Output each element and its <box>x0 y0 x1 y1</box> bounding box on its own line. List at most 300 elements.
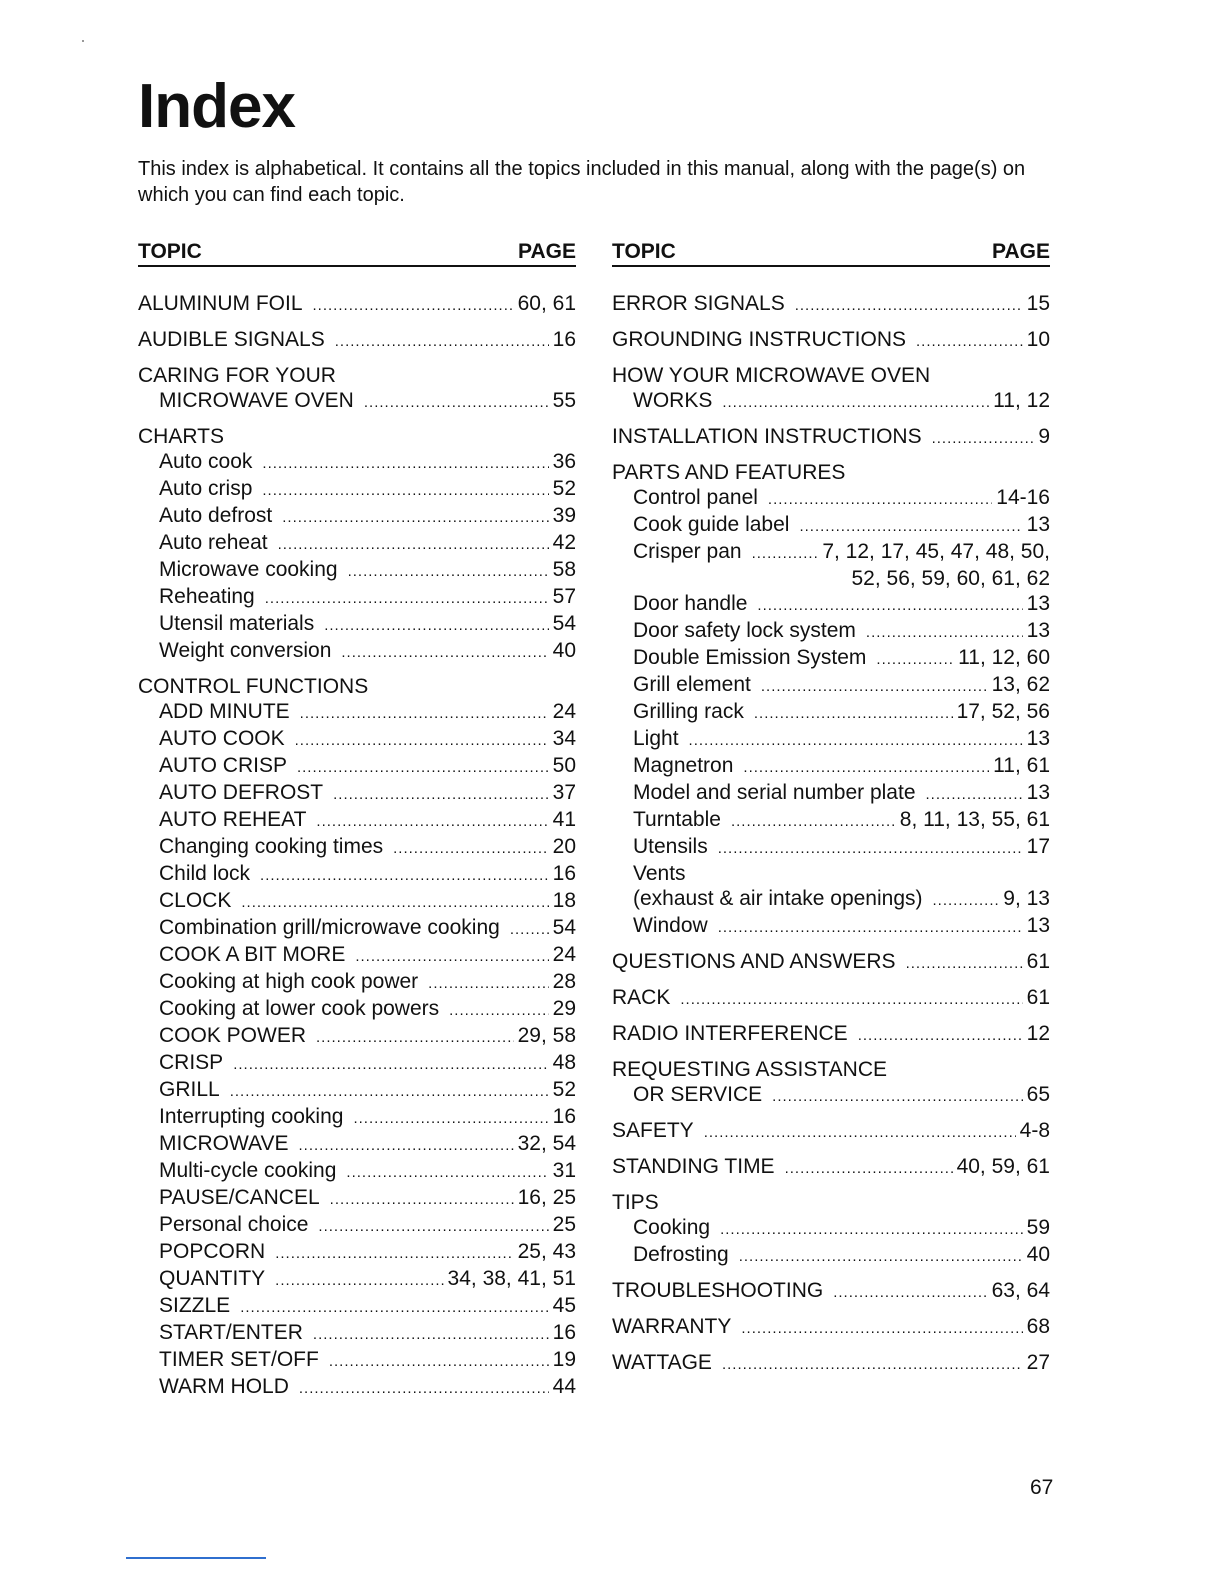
page-ref: 48 <box>552 1051 576 1074</box>
dot-leader <box>299 1133 514 1158</box>
index-row <box>612 1154 1050 1181</box>
dot-leader <box>233 1052 548 1077</box>
page-ref: 54 <box>552 916 576 939</box>
index-entry <box>612 1118 1050 1145</box>
index-subentry <box>138 699 576 726</box>
page-ref: 4-8 <box>1019 1119 1050 1142</box>
index-row <box>612 424 1050 451</box>
index-subentry <box>138 584 576 611</box>
topic-text: AUTO CRISP <box>159 754 287 777</box>
topic-text: INSTALLATION INSTRUCTIONS <box>612 425 922 448</box>
dot-leader <box>449 998 549 1023</box>
topic-text: Door handle <box>633 592 748 615</box>
dot-leader <box>799 514 1022 539</box>
index-subentry <box>138 1104 576 1131</box>
topic-text: Personal choice <box>159 1213 309 1236</box>
bottom-rule <box>126 1557 266 1559</box>
dot-leader <box>718 915 1023 940</box>
index-row <box>159 584 576 611</box>
topic-text: Utensil materials <box>159 612 315 635</box>
page-ref: 65 <box>1026 1083 1050 1106</box>
index-subentry <box>138 1077 576 1104</box>
topic-text: Auto cook <box>159 450 253 473</box>
dot-leader <box>275 1241 513 1266</box>
dot-leader <box>341 640 548 665</box>
topic-text: TROUBLESHOOTING <box>612 1279 824 1302</box>
topic-text: Window <box>633 914 708 937</box>
topic-text: Child lock <box>159 862 251 885</box>
dot-leader <box>510 917 549 942</box>
topic-heading: TOPIC <box>138 240 202 263</box>
page-ref: 9, 13 <box>1003 887 1050 910</box>
topic-text: CRISP <box>159 1051 224 1074</box>
index-subentry <box>138 1239 576 1266</box>
dot-leader <box>262 451 548 476</box>
topic-text: OR SERVICE <box>633 1083 763 1106</box>
topic-text: Multi-cycle cooking <box>159 1159 337 1182</box>
page-ref: 8, 11, 13, 55, 61 <box>899 808 1050 831</box>
index-subentry <box>612 485 1050 512</box>
page-heading: PAGE <box>518 240 576 263</box>
dot-leader <box>329 1349 549 1374</box>
index-subentry <box>612 913 1050 940</box>
topic-text: Cooking at high cook power <box>159 970 419 993</box>
index-subentry <box>138 969 576 996</box>
topic-text: CHARTS <box>138 425 224 448</box>
dot-leader <box>743 755 989 780</box>
index-entries-right <box>612 291 1050 1377</box>
topic-text: Door safety lock system <box>633 619 856 642</box>
index-subentry <box>612 780 1050 807</box>
page-ref: 25 <box>552 1213 576 1236</box>
topic-text: GRILL <box>159 1078 220 1101</box>
index-row <box>159 611 576 638</box>
page-ref: 50 <box>552 754 576 777</box>
page-ref: 16 <box>552 1321 576 1344</box>
index-row <box>159 1077 576 1104</box>
index-subentry <box>612 1242 1050 1269</box>
page-ref: 14-16 <box>996 486 1050 509</box>
index-row <box>159 1131 576 1158</box>
dot-leader <box>754 701 953 726</box>
index-row <box>159 888 576 915</box>
topic-text: COOK A BIT MORE <box>159 943 346 966</box>
index-entry <box>612 1057 1050 1109</box>
index-entry <box>138 674 576 1401</box>
page-ref-continued: 52, 56, 59, 60, 61, 62 <box>851 567 1050 590</box>
index-subentry <box>138 503 576 530</box>
page-ref: 13 <box>1026 513 1050 536</box>
topic-text: PARTS AND FEATURES <box>612 461 846 484</box>
index-row <box>633 485 1050 512</box>
index-row <box>612 291 1050 318</box>
topic-text: RACK <box>612 986 671 1009</box>
index-row <box>159 726 576 753</box>
topic-text: Changing cooking times <box>159 835 384 858</box>
index-row <box>159 503 576 530</box>
index-row <box>159 699 576 726</box>
topic-text: CONTROL FUNCTIONS <box>138 675 369 698</box>
dot-leader <box>428 971 548 996</box>
dot-leader <box>916 329 1023 354</box>
index-subentry <box>612 753 1050 780</box>
index-row <box>612 985 1050 1012</box>
index-entry <box>612 949 1050 976</box>
dot-leader <box>278 532 549 557</box>
topic-text: SAFETY <box>612 1119 694 1142</box>
dot-leader <box>933 888 1000 913</box>
topic-text: AUTO COOK <box>159 727 285 750</box>
page-ref: 34 <box>552 727 576 750</box>
dot-leader <box>785 1156 953 1181</box>
topic-text: Model and serial number plate <box>633 781 916 804</box>
index-subentry <box>138 1293 576 1320</box>
index-subentry <box>138 861 576 888</box>
index-subentry <box>138 1374 576 1401</box>
topic-text: Double Emission System <box>633 646 867 669</box>
index-entry <box>612 327 1050 354</box>
index-row <box>159 1320 576 1347</box>
page-heading: PAGE <box>992 240 1050 263</box>
dot-leader <box>689 728 1023 753</box>
index-subentry <box>138 1050 576 1077</box>
topic-text: WARRANTY <box>612 1315 732 1338</box>
topic-text: Cooking <box>633 1216 711 1239</box>
column-header <box>138 240 576 267</box>
index-row <box>159 1023 576 1050</box>
topic-text: Control panel <box>633 486 758 509</box>
index-entry <box>138 424 576 665</box>
index-row <box>159 1266 576 1293</box>
scan-speck <box>82 40 84 42</box>
page-ref: 17 <box>1026 835 1050 858</box>
topic-text: Microwave cooking <box>159 558 338 581</box>
index-row <box>159 1374 576 1401</box>
index-subentry <box>138 476 576 503</box>
index-row <box>159 861 576 888</box>
dot-leader <box>761 674 988 699</box>
index-entry <box>612 1314 1050 1341</box>
dot-leader <box>353 1106 548 1131</box>
page-ref: 37 <box>552 781 576 804</box>
intro-paragraph: This index is alphabetical. It contains all the topics included in this manual, along with the page(s) on which you can find each topic. <box>138 158 1026 206</box>
page-ref: 16 <box>552 1105 576 1128</box>
page-ref: 27 <box>1026 1351 1050 1374</box>
topic-text: Combination grill/microwave cooking <box>159 916 500 939</box>
dot-leader <box>680 987 1022 1012</box>
index-row <box>159 1104 576 1131</box>
index-subentry <box>138 1347 576 1374</box>
dot-leader <box>282 505 548 530</box>
page-ref: 7, 12, 17, 45, 47, 48, 50, <box>822 540 1050 563</box>
topic-text: MICROWAVE <box>159 1132 289 1155</box>
page-ref: 45 <box>552 1294 576 1317</box>
dot-leader <box>275 1268 443 1293</box>
index-entry <box>612 1350 1050 1377</box>
index-subentry <box>138 780 576 807</box>
dot-leader <box>739 1244 1023 1269</box>
page-ref: 31 <box>552 1159 576 1182</box>
index-row <box>633 807 1050 834</box>
page-ref: 13 <box>1026 727 1050 750</box>
topic-text: AUTO REHEAT <box>159 808 307 831</box>
topic-text: CLOCK <box>159 889 232 912</box>
dot-leader <box>297 755 549 780</box>
index-entry <box>612 291 1050 318</box>
page-title: Index <box>138 72 295 141</box>
dot-leader <box>324 613 548 638</box>
dot-leader <box>313 1322 549 1347</box>
index-row <box>159 807 576 834</box>
index-row <box>159 557 576 584</box>
index-row <box>159 638 576 665</box>
index-subentry <box>138 726 576 753</box>
dot-leader <box>262 478 548 503</box>
index-entries-left <box>138 291 576 1401</box>
index-subentry <box>612 539 1050 591</box>
index-entry <box>138 327 576 354</box>
index-row <box>159 834 576 861</box>
index-row <box>633 913 1050 940</box>
topic-text: POPCORN <box>159 1240 266 1263</box>
index-subentry <box>612 807 1050 834</box>
index-row <box>159 1239 576 1266</box>
index-subentry <box>138 807 576 834</box>
topic-text: PAUSE/CANCEL <box>159 1186 320 1209</box>
index-subentry <box>612 861 1050 913</box>
index-entry <box>612 363 1050 415</box>
dot-leader <box>299 1376 549 1401</box>
page-ref: 11, 12 <box>993 389 1050 412</box>
index-row <box>633 834 1050 861</box>
topic-text: (exhaust & air intake openings) <box>633 887 923 910</box>
index-subentry <box>138 1185 576 1212</box>
topic-text: Cook guide label <box>633 513 790 536</box>
topic-text: Reheating <box>159 585 255 608</box>
topic-text: GROUNDING INSTRUCTIONS <box>612 328 906 351</box>
page-ref: 28 <box>552 970 576 993</box>
topic-text: Utensils <box>633 835 708 858</box>
dot-leader <box>265 586 549 611</box>
index-row <box>159 1293 576 1320</box>
dot-leader <box>752 541 819 566</box>
index-row <box>159 753 576 780</box>
dot-leader <box>313 293 514 318</box>
index-subentry <box>612 645 1050 672</box>
page-ref: 52 <box>552 1078 576 1101</box>
page-ref: 19 <box>552 1348 576 1371</box>
topic-text: Auto crisp <box>159 477 253 500</box>
dot-leader <box>240 1295 548 1320</box>
index-entry <box>612 1021 1050 1048</box>
page-ref: 42 <box>552 531 576 554</box>
page-ref: 9 <box>1038 425 1050 448</box>
dot-leader <box>722 1352 1023 1377</box>
index-row <box>159 1185 576 1212</box>
topic-text: RADIO INTERFERENCE <box>612 1022 848 1045</box>
dot-leader <box>741 1316 1022 1341</box>
topic-text: TIPS <box>612 1191 659 1214</box>
page-ref: 13 <box>1026 781 1050 804</box>
index-subentry <box>612 591 1050 618</box>
page-ref: 18 <box>552 889 576 912</box>
topic-text: SIZZLE <box>159 1294 231 1317</box>
page-ref: 44 <box>552 1375 576 1398</box>
index-subentry <box>612 699 1050 726</box>
page-ref: 54 <box>552 612 576 635</box>
index-subentry <box>138 1158 576 1185</box>
dot-leader <box>718 836 1023 861</box>
page-ref: 17, 52, 56 <box>956 700 1050 723</box>
index-subentry <box>138 611 576 638</box>
topic-text: Grilling rack <box>633 700 744 723</box>
index-row <box>159 1050 576 1077</box>
topic-text: Light <box>633 727 679 750</box>
page-ref: 12 <box>1026 1022 1050 1045</box>
page-ref: 40 <box>552 639 576 662</box>
page-ref: 40 <box>1026 1243 1050 1266</box>
dot-leader <box>932 426 1035 451</box>
index-subentry <box>138 753 576 780</box>
page-ref: 16 <box>552 328 576 351</box>
page-ref: 13 <box>1026 619 1050 642</box>
page-ref: 29, 58 <box>517 1024 576 1047</box>
index-row <box>612 1118 1050 1145</box>
dot-leader <box>316 809 548 834</box>
dot-leader <box>335 329 549 354</box>
index-row <box>159 942 576 969</box>
index-subentry <box>138 449 576 476</box>
topic-text: MICROWAVE OVEN <box>159 389 354 412</box>
index-row <box>159 1212 576 1239</box>
page-ref: 13 <box>1026 592 1050 615</box>
topic-text: COOK POWER <box>159 1024 307 1047</box>
index-row <box>159 1347 576 1374</box>
topic-text: ERROR SIGNALS <box>612 292 785 315</box>
index-entry <box>612 460 1050 940</box>
dot-leader <box>393 836 549 861</box>
index-row <box>612 949 1050 976</box>
topic-text: Defrosting <box>633 1243 729 1266</box>
page-ref: 13, 62 <box>991 673 1050 696</box>
index-subentry <box>612 834 1050 861</box>
page-ref: 63, 64 <box>991 1279 1050 1302</box>
dot-leader <box>731 809 896 834</box>
topic-text: ALUMINUM FOIL <box>138 292 303 315</box>
topic-heading: TOPIC <box>612 240 676 263</box>
dot-leader <box>704 1120 1016 1145</box>
index-entry <box>138 363 576 415</box>
index-row <box>633 780 1050 807</box>
index-entry <box>612 1278 1050 1305</box>
index-subentry <box>612 726 1050 753</box>
index-column-left <box>138 240 576 1410</box>
page-ref: 16 <box>552 862 576 885</box>
index-row <box>633 618 1050 645</box>
index-row <box>633 726 1050 753</box>
dot-leader <box>300 701 549 726</box>
page-ref: 10 <box>1026 328 1050 351</box>
topic-text: START/ENTER <box>159 1321 303 1344</box>
index-subentry <box>138 834 576 861</box>
topic-text: QUANTITY <box>159 1267 266 1290</box>
topic-text: CARING FOR YOUR <box>138 364 336 387</box>
index-entry <box>612 1154 1050 1181</box>
dot-leader <box>346 1160 548 1185</box>
page-ref: 57 <box>552 585 576 608</box>
index-subentry <box>138 1212 576 1239</box>
dot-leader <box>858 1023 1023 1048</box>
index-row <box>159 449 576 476</box>
topic-text: WARM HOLD <box>159 1375 289 1398</box>
index-row <box>633 539 1050 566</box>
dot-leader <box>772 1084 1022 1109</box>
topic-text: Crisper pan <box>633 540 742 563</box>
topic-text: ADD MINUTE <box>159 700 290 723</box>
index-entry <box>612 424 1050 451</box>
topic-text: Grill element <box>633 673 751 696</box>
topic-text: Interrupting cooking <box>159 1105 344 1128</box>
page-ref: 24 <box>552 700 576 723</box>
topic-text: STANDING TIME <box>612 1155 775 1178</box>
index-row <box>138 388 576 415</box>
dot-leader <box>906 951 1023 976</box>
topic-text: Magnetron <box>633 754 734 777</box>
index-subentry <box>612 672 1050 699</box>
index-row <box>612 327 1050 354</box>
index-row <box>633 591 1050 618</box>
index-entry <box>138 291 576 318</box>
topic-text: QUESTIONS AND ANSWERS <box>612 950 896 973</box>
index-entry <box>612 1190 1050 1269</box>
page-ref: 58 <box>552 558 576 581</box>
page-ref: 34, 38, 41, 51 <box>447 1267 576 1290</box>
topic-text: Auto defrost <box>159 504 273 527</box>
topic-text: AUTO DEFROST <box>159 781 324 804</box>
index-row <box>633 645 1050 672</box>
index-row <box>138 291 576 318</box>
topic-text: Weight conversion <box>159 639 332 662</box>
page-ref: 11, 12, 60 <box>958 646 1050 669</box>
topic-text: TIMER SET/OFF <box>159 1348 319 1371</box>
page-ref: 41 <box>552 808 576 831</box>
page-ref: 25, 43 <box>517 1240 576 1263</box>
dot-leader <box>241 890 548 915</box>
dot-leader <box>295 728 549 753</box>
dot-leader <box>355 944 548 969</box>
dot-leader <box>348 559 549 584</box>
dot-leader <box>833 1280 987 1305</box>
page-ref: 16, 25 <box>517 1186 576 1209</box>
page-ref: 11, 61 <box>993 754 1050 777</box>
index-row <box>612 1278 1050 1305</box>
index-row <box>633 1215 1050 1242</box>
dot-leader <box>722 390 989 415</box>
dot-leader <box>866 620 1023 645</box>
index-row <box>612 1021 1050 1048</box>
page-ref: 20 <box>552 835 576 858</box>
index-subentry <box>612 512 1050 539</box>
index-row <box>633 672 1050 699</box>
dot-leader <box>230 1079 549 1104</box>
page-ref: 39 <box>552 504 576 527</box>
dot-leader <box>768 487 992 512</box>
index-entry <box>612 985 1050 1012</box>
page-number: 67 <box>1030 1476 1054 1499</box>
index-row <box>612 388 1050 415</box>
dot-leader <box>757 593 1022 618</box>
index-subentry <box>612 618 1050 645</box>
